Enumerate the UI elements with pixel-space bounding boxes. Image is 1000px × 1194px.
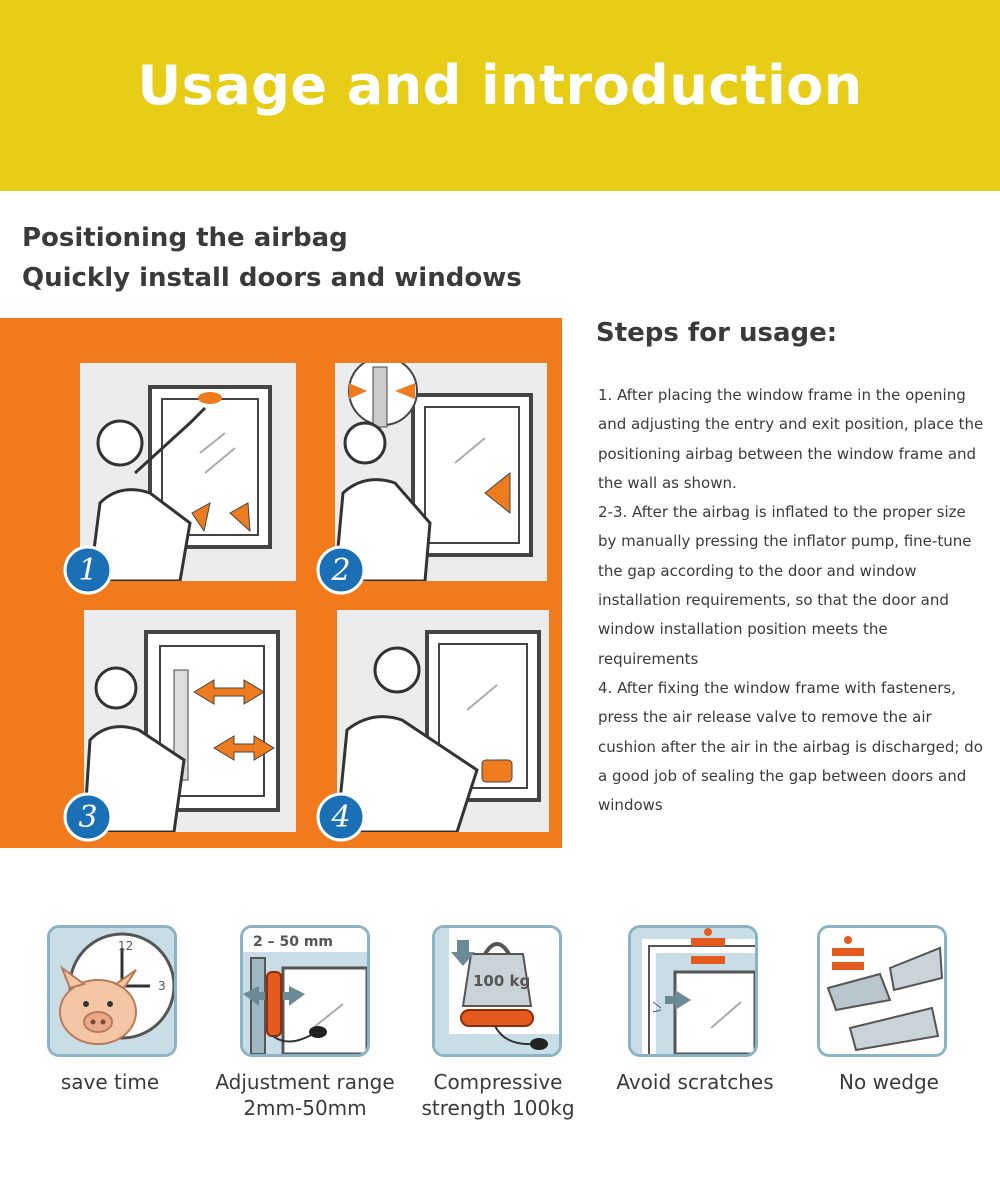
- page-title: Usage and introduction: [137, 54, 863, 117]
- step-2-badge: [315, 544, 367, 596]
- feature-label-no-wedge: No wedge: [839, 1070, 939, 1094]
- weight-airbag-icon: [432, 925, 562, 1057]
- feature-label-adjustment-range: Adjustment range 2mm-50mm: [215, 1070, 395, 1120]
- step-1-text: 1. After placing the window frame in the opening and adjusting the entry and exit position, place the positioning airbag between the window frame and the wall as shown.: [598, 386, 984, 492]
- step-3-badge: [62, 791, 114, 843]
- step-4-text: 4. After fixing the window frame with fasteners, press the air release valve to remove the air cushion after the air in the airbag is discharged; do a good job of sealing the gap between doors and windows: [598, 678, 983, 815]
- step-2-number: 2: [331, 553, 351, 588]
- feature-label-compressive-strength: Compressive strength 100kg: [421, 1070, 575, 1120]
- compressive-strength-icon-text: 100 kg: [473, 972, 531, 990]
- step-4-illustration: [337, 610, 549, 832]
- step-1-number: 1: [78, 553, 98, 588]
- step-1-badge: [62, 544, 114, 596]
- intro-heading: [22, 218, 522, 298]
- installation-illustration: [0, 318, 562, 848]
- clock-pig-icon: [47, 925, 177, 1057]
- feature-label-save-time: save time: [60, 1070, 160, 1094]
- header-banner: [0, 0, 1000, 191]
- step-4-badge: [315, 791, 367, 843]
- intro-line-2: Quickly install doors and windows: [22, 263, 522, 293]
- wedge-crossed-icon: [817, 925, 947, 1057]
- step-2-3-text: 2-3. After the airbag is inflated to the proper size by manually pressing the inflator pump, fine-tune the gap according to the door and window installation requirements, so that the door and window installation position meets the requirements: [598, 503, 972, 668]
- intro-line-1: Positioning the airbag: [22, 223, 348, 253]
- steps-list: [598, 381, 988, 820]
- airbag-gap-icon: [240, 925, 370, 1057]
- corner-protect-icon: [628, 925, 758, 1057]
- svg-text:12: 12: [118, 939, 134, 953]
- features-row: [0, 925, 1000, 1145]
- step-4-number: 4: [331, 800, 351, 835]
- svg-text:3: 3: [158, 979, 166, 993]
- step-3-illustration: [84, 610, 296, 832]
- steps-title: Steps for usage:: [596, 318, 838, 348]
- step-3-number: 3: [78, 800, 98, 835]
- adjustment-range-icon-text: 2 – 50 mm: [253, 934, 334, 950]
- feature-label-avoid-scratches: Avoid scratches: [616, 1070, 774, 1094]
